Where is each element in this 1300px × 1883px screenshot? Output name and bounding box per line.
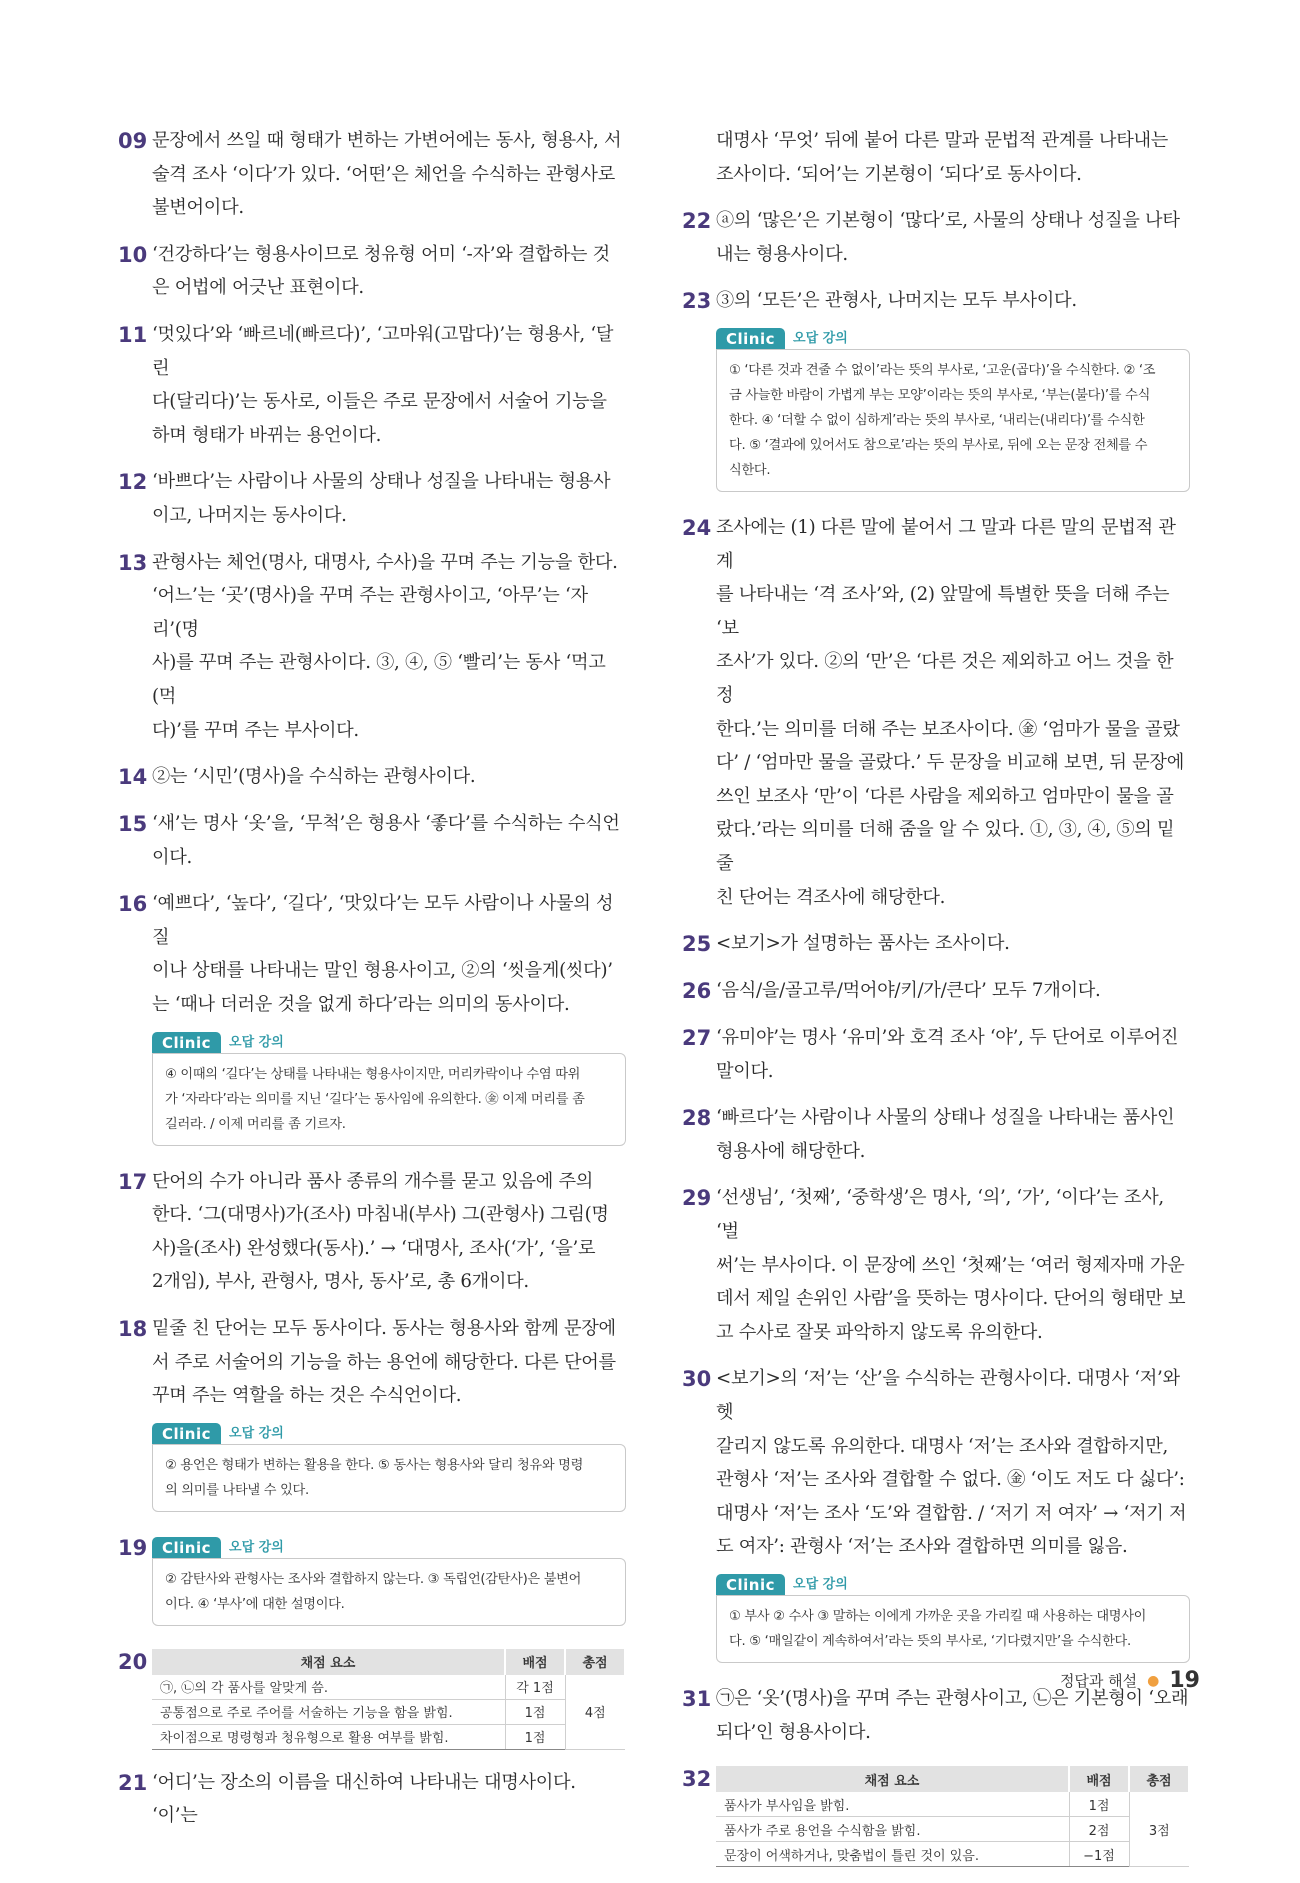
question-item bbox=[118, 465, 626, 532]
score-row bbox=[152, 1724, 625, 1749]
question-body bbox=[716, 1181, 1190, 1349]
score-item: 품사가 부사임을 밝힘. bbox=[716, 1792, 1069, 1817]
clinic-text: ④ 이때의 ‘길다’는 상태를 나타내는 형용사이지만, 머리카락이나 수염 따위 가 ‘자라다’라는 의미를 지닌 ‘길다’는 동사임에 유의한다. ㊎ 이제 머리를 좀 길러라. / 이제 머리를 좀 기르자. bbox=[152, 1053, 626, 1146]
question-number: 25 bbox=[682, 932, 712, 957]
score-total: 4점 bbox=[565, 1675, 625, 1750]
question-text: 조사에는 (1) 다른 말에 붙어서 그 말과 다른 말의 문법적 관계 를 나타내는 ‘격 조사’와, (2) 앞말에 특별한 뜻을 더해 주는 ‘보 조사’가 있다. ②의 ‘만’은 ‘다른 것은 제외하고 어느 것을 한정 한다.’는 의미를 더해 주는 보조사이다. ㊎ ‘엄마가 물을 골랐 다’ / ‘엄마만 물을 골랐다.’ 두 문장을 비교해 보면, 뒤 문장에 쓰인 보조사 ‘만’이 ‘다른 사람을 제외하고 엄마만이 물을 골 랐다.’라는 의미를 더해 줌을 알 수 있다. ①, ③, ④, ⑤의 밑줄 친 단어는 격조사에 해당한다. bbox=[716, 516, 1184, 908]
question-text: 문장에서 쓰일 때 형태가 변하는 가변어에는 동사, 형용사, 서 술격 조사 ‘이다’가 있다. ‘어떤’은 체언을 수식하는 관형사로 불변어이다. bbox=[152, 130, 622, 219]
question-body bbox=[152, 887, 626, 1151]
question-number: 23 bbox=[682, 289, 712, 314]
question-body bbox=[152, 760, 626, 794]
question-text: ②는 ‘시민’(명사)을 수식하는 관형사이다. bbox=[152, 766, 476, 788]
question-text: ‘음식/을/골고루/먹어야/키/가/큰다’ 모두 7개이다. bbox=[716, 980, 1101, 1002]
clinic-header bbox=[152, 1032, 626, 1053]
question-body bbox=[152, 465, 626, 532]
clinic-header bbox=[716, 328, 1190, 349]
score-item: 문장이 어색하거나, 맞춤법이 틀린 것이 있음. bbox=[716, 1842, 1069, 1867]
score-item: 품사가 주로 용언을 수식함을 밝힘. bbox=[716, 1817, 1069, 1842]
question-item bbox=[118, 318, 626, 452]
question-number: 30 bbox=[682, 1367, 712, 1392]
clinic-tag: Clinic bbox=[152, 1423, 221, 1444]
question-text: <보기>가 설명하는 품사는 조사이다. bbox=[716, 933, 1010, 955]
question-number: 20 bbox=[118, 1649, 148, 1674]
clinic-subtitle: 오답 강의 bbox=[793, 1577, 848, 1592]
question-number: 18 bbox=[118, 1317, 148, 1342]
question-text: 밑줄 친 단어는 모두 동사이다. 동사는 형용사와 함께 문장에 서 주로 서술어의 기능을 하는 용언에 해당한다. 다른 단어를 꾸며 주는 역할을 하는 것은 수식언이다. bbox=[152, 1318, 616, 1407]
question-item bbox=[118, 1165, 626, 1299]
question-item bbox=[682, 284, 1190, 498]
question-body bbox=[152, 318, 626, 452]
question-number: 13 bbox=[118, 550, 148, 575]
score-row bbox=[152, 1699, 625, 1724]
footer-label: 정답과 해설 bbox=[1059, 1672, 1138, 1690]
question-number: 29 bbox=[682, 1186, 712, 1211]
score-header-cell: 채점 요소 bbox=[152, 1649, 505, 1675]
question-number: 22 bbox=[682, 209, 712, 234]
question-body bbox=[152, 546, 626, 748]
question-text: ‘유미야’는 명사 ‘유미’와 호격 조사 ‘야’, 두 단어로 이루어진 말이다. bbox=[716, 1027, 1179, 1082]
continued-text bbox=[682, 124, 1190, 191]
score-item: 공통점으로 주로 주어를 서술하는 기능을 함을 밝힘. bbox=[152, 1699, 505, 1724]
question-body bbox=[152, 807, 626, 874]
clinic-text: ① 부사 ② 수사 ③ 말하는 이에게 가까운 곳을 가리킬 때 사용하는 대명사이 다. ⑤ ‘매일같이 계속하여서’라는 뜻의 부사로, ‘기다렸지만’을 수식한다. bbox=[716, 1595, 1190, 1663]
score-points: 1점 bbox=[505, 1699, 565, 1724]
question-item bbox=[118, 1531, 626, 1632]
score-row bbox=[152, 1675, 625, 1700]
question-body bbox=[716, 927, 1190, 961]
score-total: 3점 bbox=[1129, 1792, 1189, 1867]
question-body bbox=[716, 974, 1190, 1008]
question-text: ‘새’는 명사 ‘옷’을, ‘무척’은 형용사 ‘좋다’를 수식하는 수식언 이다. bbox=[152, 813, 620, 868]
question-text: 관형사는 체언(명사, 대명사, 수사)을 꾸며 주는 기능을 한다. ‘어느’는 ‘곳’(명사)을 꾸며 주는 관형사이고, ‘아무’는 ‘자리’(명 사)를 꾸며 주는 관형사이다. ③, ④, ⑤ ‘빨리’는 동사 ‘먹고(먹 다)’를 꾸며 주는 부사이다. bbox=[152, 551, 618, 741]
question-body bbox=[716, 204, 1190, 271]
clinic-subtitle: 오답 강의 bbox=[229, 1539, 284, 1555]
question-body bbox=[716, 1762, 1190, 1867]
clinic-box bbox=[152, 1537, 626, 1626]
score-item: 차이점으로 명령형과 청유형으로 활용 여부를 밝힘. bbox=[152, 1724, 505, 1749]
score-row bbox=[716, 1842, 1189, 1867]
left-column bbox=[118, 124, 626, 1846]
question-number: 12 bbox=[118, 470, 148, 495]
question-number: 15 bbox=[118, 812, 148, 837]
question-text: ③의 ‘모든’은 관형사, 나머지는 모두 부사이다. bbox=[716, 290, 1077, 312]
score-row bbox=[716, 1817, 1189, 1842]
question-text: ㉠은 ‘옷’(명사)을 꾸며 주는 관형사이고, ㉡은 기본형이 ‘오래 되다’인 형용사이다. bbox=[716, 1688, 1189, 1743]
page-number: 19 bbox=[1169, 1668, 1200, 1693]
question-item bbox=[682, 1181, 1190, 1349]
question-text: 단어의 수가 아니라 품사 종류의 개수를 묻고 있음에 주의 한다. ‘그(대명사)가(조사) 마침내(부사) 그(관형사) 그림(명 사)을(조사) 완성했다(동사).’ → ‘대명사, 조사(‘가’, ‘을’로 2개임), 부사, 관형사, 명사, 동사’로, 총 6개이다. bbox=[152, 1170, 609, 1293]
score-question bbox=[682, 1762, 1190, 1867]
question-text: ‘빠르다’는 사람이나 사물의 상태나 성질을 나타내는 품사인 형용사에 해당한다. bbox=[716, 1107, 1175, 1162]
question-item bbox=[118, 124, 626, 225]
score-row bbox=[716, 1792, 1189, 1817]
clinic-tag: Clinic bbox=[152, 1537, 221, 1558]
clinic-header bbox=[152, 1423, 626, 1444]
question-number: 26 bbox=[682, 979, 712, 1004]
score-points: 각 1점 bbox=[505, 1675, 565, 1700]
question-item bbox=[682, 1021, 1190, 1088]
score-table bbox=[152, 1649, 626, 1750]
clinic-tag: Clinic bbox=[716, 328, 785, 349]
question-number: 27 bbox=[682, 1026, 712, 1051]
question-text: ⓐ의 ‘많은’은 기본형이 ‘많다’로, 사물의 상태나 성질을 나타 내는 형용사이다. bbox=[716, 210, 1180, 265]
question-body bbox=[152, 1165, 626, 1299]
question-number: 16 bbox=[118, 892, 148, 917]
clinic-subtitle: 오답 강의 bbox=[793, 330, 848, 346]
question-number: 21 bbox=[118, 1770, 148, 1795]
score-header-cell: 채점 요소 bbox=[716, 1766, 1069, 1792]
score-header-cell: 배점 bbox=[505, 1649, 565, 1675]
question-text: ‘선생님’, ‘첫째’, ‘중학생’은 명사, ‘의’, ‘가’, ‘이다’는 조사, ‘벌 써’는 부사이다. 이 문장에 쓰인 ‘첫째’는 ‘여러 형제자매 가운 데서 제일 손위인 사람’을 뜻하는 명사이다. 단어의 형태만 보 고 수사로 잘못 파악하지 않도록 유의한다. bbox=[716, 1187, 1186, 1343]
clinic-subtitle: 오답 강의 bbox=[229, 1034, 284, 1050]
question-body bbox=[152, 1645, 626, 1750]
question-item bbox=[118, 1312, 626, 1518]
question-number: 24 bbox=[682, 515, 712, 540]
question-item bbox=[118, 546, 626, 748]
clinic-box bbox=[716, 328, 1190, 492]
question-body bbox=[152, 1766, 626, 1833]
question-number: 17 bbox=[118, 1169, 148, 1194]
question-body bbox=[152, 124, 626, 225]
clinic-text: ① ‘다른 것과 견줄 수 없이’라는 뜻의 부사로, ‘고운(곱다)’을 수식한다. ② ‘조 금 사늘한 바람이 가볍게 부는 모양’이라는 뜻의 부사로, ‘부는(불다)’를 수식 한다. ④ ‘더할 수 없이 심하게’라는 뜻의 부사로, ‘내리는(내리다)’를 수식한 다. ⑤ ‘결과에 있어서도 참으로’라는 뜻의 부사로, 뒤에 오는 문장 전체를 수 식한다. bbox=[716, 349, 1190, 492]
score-header-row bbox=[152, 1649, 625, 1675]
score-header-row bbox=[716, 1766, 1189, 1792]
score-header-cell: 배점 bbox=[1069, 1766, 1129, 1792]
score-points: 2점 bbox=[1069, 1817, 1129, 1842]
question-text: ‘멋있다’와 ‘빠르네(빠르다)’, ‘고마워(고맙다)’는 형용사, ‘달린 다(달리다)’는 동사로, 이들은 주로 문장에서 서술어 기능을 하며 형태가 바뀌는 용언이다. bbox=[152, 323, 614, 446]
question-body bbox=[716, 511, 1190, 914]
question-text: ‘예쁘다’, ‘높다’, ‘길다’, ‘맛있다’는 모두 사람이나 사물의 성질 이나 상태를 나타내는 말인 형용사이고, ②의 ‘씻을게(씻다)’ 는 ‘때나 더러운 것을 없게 하다’라는 의미의 동사이다. bbox=[152, 893, 614, 1016]
score-question bbox=[118, 1645, 626, 1750]
question-text: <보기>의 ‘저’는 ‘산’을 수식하는 관형사이다. 대명사 ‘저’와 헷 갈리지 않도록 유의한다. 대명사 ‘저’는 조사와 결합하지만, 관형사 ‘저’는 조사와 결합할 수 없다. ㊎ ‘이도 저도 다 싫다’: 대명사 ‘저’는 조사 ‘도’와 결합함. / ‘저기 저 여자’ → ‘저기 저 도 여자’: 관형사 ‘저’는 조사와 결합하면 의미를 잃음. bbox=[716, 1368, 1187, 1558]
question-text: ‘어디’는 장소의 이름을 대신하여 나타내는 대명사이다. ‘이’는 bbox=[152, 1771, 576, 1827]
question-number: 31 bbox=[682, 1687, 712, 1711]
score-points: 1점 bbox=[1069, 1792, 1129, 1817]
clinic-subtitle: 오답 강의 bbox=[229, 1425, 284, 1441]
question-body bbox=[716, 1021, 1190, 1088]
question-item bbox=[682, 1101, 1190, 1168]
question-item bbox=[682, 927, 1190, 961]
question-text: 대명사 ‘무엇’ 뒤에 붙어 다른 말과 문법적 관계를 나타내는 조사이다. ‘되어’는 기본형이 ‘되다’로 동사이다. bbox=[716, 130, 1169, 185]
clinic-header bbox=[152, 1537, 626, 1558]
question-body bbox=[152, 1531, 626, 1632]
question-body bbox=[152, 238, 626, 305]
question-item bbox=[682, 1362, 1190, 1669]
right-column bbox=[682, 124, 1190, 1883]
question-number: 11 bbox=[118, 322, 148, 347]
score-points: 1점 bbox=[505, 1724, 565, 1749]
question-body bbox=[152, 1312, 626, 1518]
clinic-box bbox=[152, 1032, 626, 1146]
question-item bbox=[118, 1766, 626, 1833]
question-item bbox=[682, 974, 1190, 1008]
question-number: 32 bbox=[682, 1767, 712, 1792]
score-header-cell: 총점 bbox=[565, 1649, 625, 1675]
question-item bbox=[118, 238, 626, 305]
question-body bbox=[716, 284, 1190, 498]
spacer bbox=[682, 124, 716, 191]
score-item: ㉠, ㉡의 각 품사를 알맞게 씀. bbox=[152, 1675, 505, 1700]
question-number: 14 bbox=[118, 765, 148, 790]
question-item bbox=[682, 204, 1190, 271]
question-item bbox=[682, 511, 1190, 914]
question-number: 28 bbox=[682, 1106, 712, 1131]
score-header-cell: 총점 bbox=[1129, 1766, 1189, 1792]
clinic-tag: Clinic bbox=[152, 1032, 221, 1053]
clinic-header bbox=[716, 1574, 1190, 1595]
question-number: 10 bbox=[118, 242, 148, 267]
footer-dot-icon: ● bbox=[1147, 1672, 1160, 1689]
clinic-box bbox=[716, 1574, 1190, 1663]
question-number: 19 bbox=[118, 1535, 148, 1560]
page-footer bbox=[1060, 1668, 1200, 1693]
clinic-box bbox=[152, 1423, 626, 1512]
question-number: 09 bbox=[118, 129, 148, 153]
question-item bbox=[118, 807, 626, 874]
clinic-text: ② 감탄사와 관형사는 조사와 결합하지 않는다. ③ 독립언(감탄사)은 불변어 이다. ④ ‘부사’에 대한 설명이다. bbox=[152, 1558, 626, 1626]
question-text: ‘건강하다’는 형용사이므로 청유형 어미 ‘-자’와 결합하는 것 은 어법에 어긋난 표현이다. bbox=[152, 243, 610, 299]
score-table bbox=[716, 1766, 1190, 1867]
question-body bbox=[716, 1101, 1190, 1168]
clinic-text: ② 용언은 형태가 변하는 활용을 한다. ⑤ 동사는 형용사와 달리 청유와 명령 의 의미를 나타낼 수 있다. bbox=[152, 1444, 626, 1512]
question-body bbox=[716, 1362, 1190, 1669]
clinic-tag: Clinic bbox=[716, 1574, 785, 1595]
question-item bbox=[118, 887, 626, 1151]
question-item bbox=[118, 760, 626, 794]
question-text: ‘바쁘다’는 사람이나 사물의 상태나 성질을 나타내는 형용사 이고, 나머지는 동사이다. bbox=[152, 471, 611, 526]
score-points: −1점 bbox=[1069, 1842, 1129, 1867]
continued-body bbox=[716, 124, 1190, 191]
